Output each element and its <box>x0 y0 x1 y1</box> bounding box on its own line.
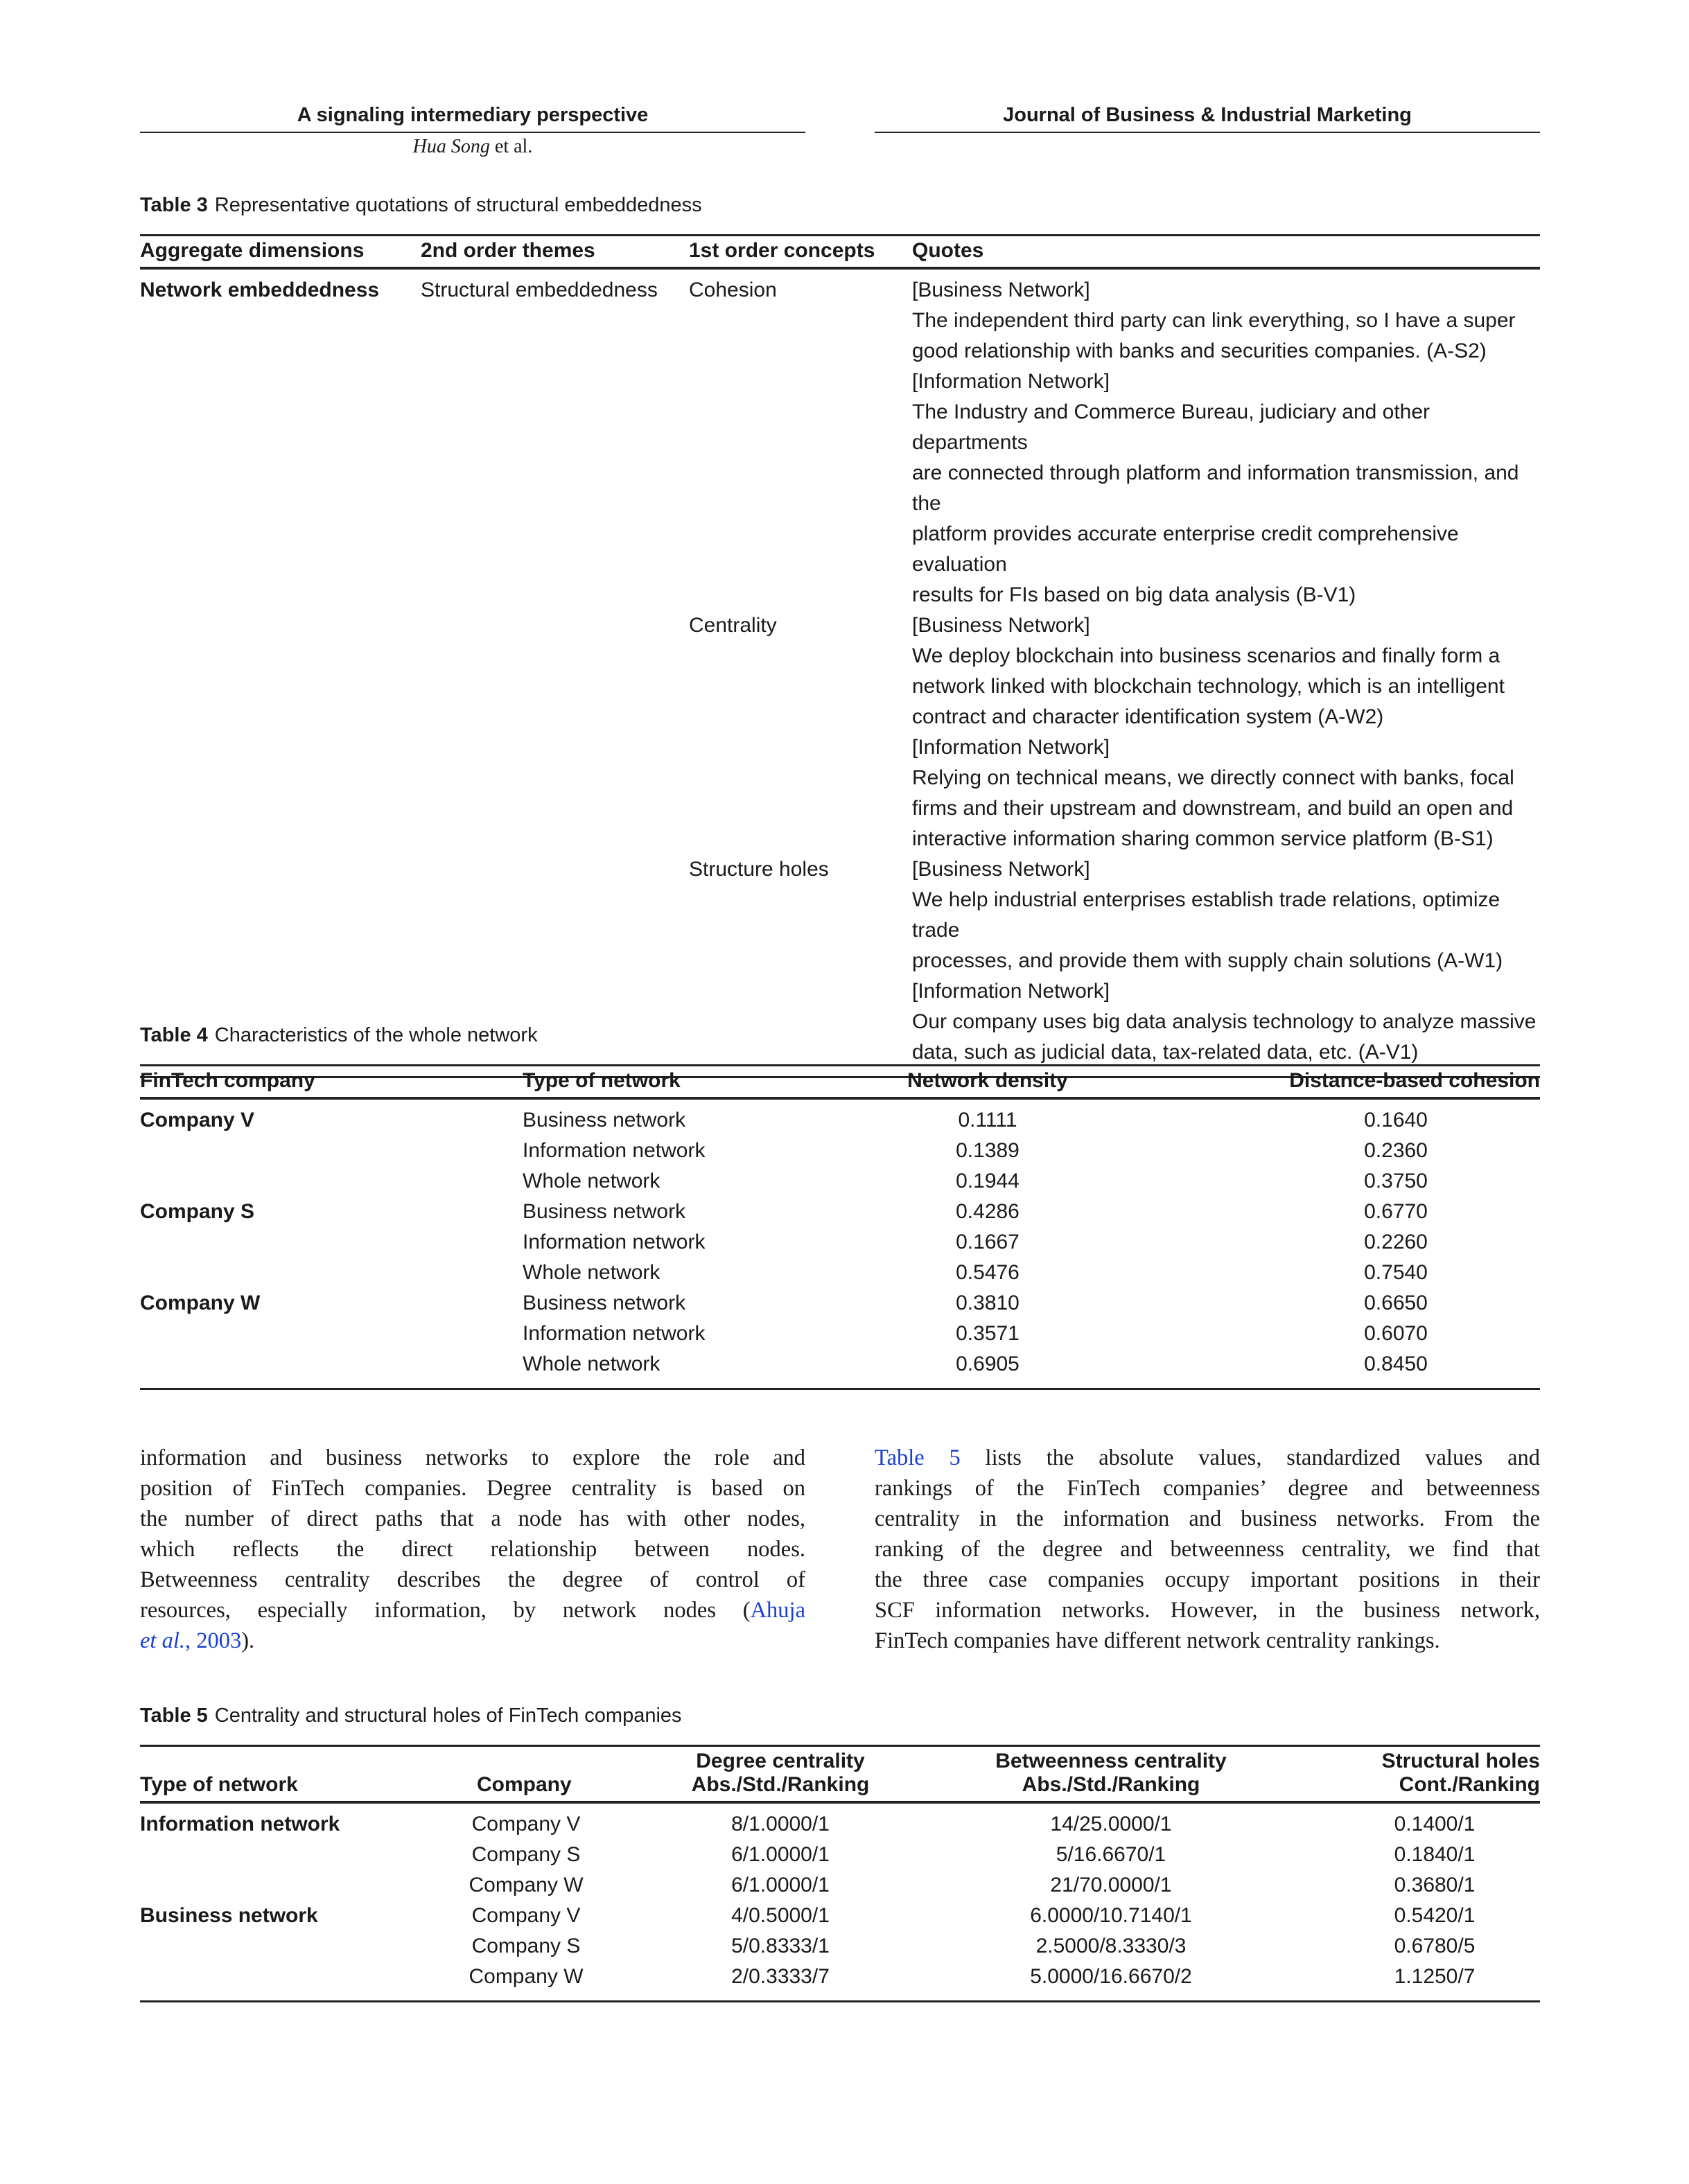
table3-col-header: Aggregate dimensions <box>140 236 421 269</box>
structural-holes: 0.6780/5 <box>1394 1935 1476 1957</box>
quote-line: results for FIs based on big data analysis (B-V1) <box>912 583 1356 606</box>
network-type: Business network <box>523 1292 686 1314</box>
header-line: Betweenness centrality <box>995 1750 1227 1772</box>
network-type: Information network <box>523 1231 706 1253</box>
table3-caption <box>140 194 702 217</box>
table4-caption-text: Characteristics of the whole network <box>214 1024 538 1046</box>
table5-header-row <box>140 1746 1540 1803</box>
company-name: Company S <box>471 1935 581 1957</box>
quote-line: processes, and provide them with supply chain solutions (A-W1) <box>912 949 1503 972</box>
citation-link-etal[interactable]: et al. <box>140 1628 185 1653</box>
table5-caption-text: Centrality and structural holes of FinTech companies <box>214 1705 682 1727</box>
distance-cohesion: 0.8450 <box>1162 1349 1540 1389</box>
table3-label: Table 3 <box>140 194 208 216</box>
quote-line: contract and character identification system (A-W2) <box>912 705 1384 728</box>
text-line: the number of direct paths that a node has with other nodes, <box>140 1506 805 1531</box>
text-line: position of FinTech companies. Degree centrality is based on <box>140 1476 805 1501</box>
network-type: Business network <box>523 1200 686 1223</box>
header-line: Abs./Std./Ranking <box>1022 1773 1200 1796</box>
table4-caption <box>140 1024 538 1047</box>
degree-centrality: 4/0.5000/1 <box>731 1904 830 1927</box>
quote-line: good relationship with banks and securities companies. (A-S2) <box>912 340 1487 362</box>
quote-line: [Information Network] <box>912 980 1110 1003</box>
table-row <box>140 1870 1540 1901</box>
table5-col-header <box>1274 1746 1540 1803</box>
author-suffix: et al. <box>489 136 533 157</box>
table-row <box>140 1166 1540 1197</box>
running-header-left <box>140 101 805 133</box>
distance-cohesion: 0.2260 <box>1364 1231 1428 1253</box>
table5-caption <box>140 1705 682 1727</box>
betweenness-centrality: 21/70.0000/1 <box>1050 1874 1172 1896</box>
degree-centrality: 6/1.0000/1 <box>731 1874 830 1896</box>
text-line: the three case companies occupy important positions in their <box>875 1567 1540 1592</box>
table5-col-header: Company <box>439 1746 613 1803</box>
quote-line: [Business Network] <box>912 858 1090 881</box>
text-line: information and business networks to explore the role and <box>140 1445 805 1470</box>
quote-line: platform provides accurate enterprise credit comprehensive evaluation <box>912 522 1459 576</box>
degree-centrality: 5/0.8333/1 <box>731 1935 830 1957</box>
text-line: SCF information networks. However, in the business network, <box>875 1598 1540 1623</box>
degree-centrality: 6/1.0000/1 <box>731 1843 830 1866</box>
quote-cell <box>912 610 1540 854</box>
table-row <box>140 1227 1540 1258</box>
network-type: Whole network <box>523 1349 814 1389</box>
betweenness-centrality: 6.0000/10.7140/1 <box>1030 1904 1192 1927</box>
table4-header-row <box>140 1066 1540 1099</box>
distance-cohesion: 0.7540 <box>1364 1261 1428 1284</box>
quote-line: Relying on technical means, we directly connect with banks, focal <box>912 766 1514 789</box>
network-type: Whole network <box>523 1261 660 1284</box>
author-line <box>140 136 805 158</box>
table-row <box>140 1349 1540 1389</box>
table5-col-header: Type of network <box>140 1746 439 1803</box>
network-density: 0.5476 <box>956 1261 1019 1284</box>
company-name: Company W <box>439 1962 613 2002</box>
company-name: Company W <box>469 1874 584 1896</box>
journal-title: Journal of Business & Industrial Marketing <box>1003 104 1412 126</box>
running-header-right <box>875 101 1540 133</box>
network-density: 0.3571 <box>956 1322 1019 1345</box>
quote-cell <box>912 268 1540 610</box>
quote-line: interactive information sharing common service platform (B-S1) <box>912 827 1494 850</box>
table5 <box>140 1745 1540 2002</box>
order-theme: Structural embeddedness <box>421 279 658 301</box>
quote-line: We deploy blockchain into business scenarios and finally form a <box>912 644 1500 667</box>
company-name: Company W <box>140 1292 261 1314</box>
quote-line: The Industry and Commerce Bureau, judiciary and other departments <box>912 400 1430 454</box>
table5-label: Table 5 <box>140 1705 208 1727</box>
table-row <box>140 1901 1540 1931</box>
betweenness-centrality: 5.0000/16.6670/2 <box>948 1962 1274 2002</box>
network-type: Whole network <box>523 1170 660 1192</box>
quote-line: are connected through platform and information transmission, and the <box>912 461 1519 515</box>
text-line: ranking of the degree and betweenness centrality, we find that <box>875 1537 1540 1562</box>
distance-cohesion: 0.6770 <box>1364 1200 1428 1223</box>
header-line: Cont./Ranking <box>1399 1773 1540 1796</box>
header-line: Abs./Std./Ranking <box>691 1773 870 1796</box>
table3-col-header: 2nd order themes <box>421 236 689 269</box>
text-line: centrality in the information and business networks. From the <box>875 1506 1540 1531</box>
quote-line: firms and their upstream and downstream, and build an open and <box>912 797 1514 820</box>
company-name: Company V <box>471 1904 581 1927</box>
table-row <box>140 1931 1540 1962</box>
body-text-right <box>875 1443 1540 1656</box>
citation-link-ahuja[interactable]: Ahuja <box>750 1598 805 1623</box>
table4-label: Table 4 <box>140 1024 208 1046</box>
table5-col-header <box>948 1746 1274 1803</box>
text-fragment: lists the absolute values, standardized values and <box>960 1445 1540 1470</box>
structural-holes: 0.3680/1 <box>1394 1874 1476 1896</box>
quote-line: The independent third party can link everything, so I have a super <box>912 309 1516 332</box>
text-line: FinTech companies have different network centrality rankings. <box>875 1628 1440 1653</box>
network-type: Business network <box>523 1109 686 1131</box>
table-row <box>140 1197 1540 1227</box>
quote-line: Our company uses big data analysis technology to analyze massive <box>912 1010 1537 1033</box>
quote-line: [Information Network] <box>912 370 1110 393</box>
network-type: Business network <box>140 1904 318 1927</box>
table-row <box>140 268 1540 610</box>
network-type: Information network <box>523 1322 706 1345</box>
structural-holes: 0.5420/1 <box>1394 1904 1476 1927</box>
running-title: A signaling intermediary perspective <box>297 104 649 126</box>
network-density: 0.6905 <box>814 1349 1162 1389</box>
structural-holes: 1.1250/7 <box>1274 1962 1540 2002</box>
table-row <box>140 1098 1540 1136</box>
structural-holes: 0.1400/1 <box>1394 1813 1476 1835</box>
network-density: 0.1667 <box>956 1231 1019 1253</box>
header-line: Degree centrality <box>696 1750 865 1772</box>
text-fragment: resources, especially information, by network nodes ( <box>140 1598 751 1623</box>
order-concept: Cohesion <box>689 279 777 301</box>
table5-ref-link[interactable]: Table 5 <box>875 1445 961 1470</box>
text-line: rankings of the FinTech companies’ degree and betweenness <box>875 1476 1540 1501</box>
table-row <box>140 1288 1540 1319</box>
quote-line: [Business Network] <box>912 614 1090 637</box>
table4 <box>140 1064 1540 1390</box>
network-density: 0.1944 <box>956 1170 1019 1192</box>
table-row <box>140 1319 1540 1349</box>
table3-header-row <box>140 236 1540 269</box>
network-type: Information network <box>140 1813 340 1835</box>
quote-line: [Information Network] <box>912 736 1110 759</box>
network-density: 0.4286 <box>956 1200 1019 1223</box>
text-line <box>140 1626 805 1656</box>
order-concept: Structure holes <box>689 854 912 1077</box>
author-name: Hua Song <box>412 136 490 157</box>
table4-col-header: Distance-based cohesion <box>1162 1066 1540 1099</box>
betweenness-centrality: 5/16.6670/1 <box>1056 1843 1166 1866</box>
table-row <box>140 1962 1540 2002</box>
table-row <box>140 1136 1540 1166</box>
network-density: 0.1389 <box>956 1139 1019 1162</box>
table4-col-header: Network density <box>814 1066 1162 1099</box>
betweenness-centrality: 2.5000/8.3330/3 <box>1035 1935 1187 1957</box>
network-density: 0.1111 <box>958 1109 1017 1131</box>
table3-caption-text: Representative quotations of structural embeddedness <box>214 194 702 216</box>
company-name: Company V <box>471 1813 581 1835</box>
table5-col-header <box>613 1746 948 1803</box>
quote-line: We help industrial enterprises establish trade relations, optimize trade <box>912 888 1500 942</box>
table4-col-header: FinTech company <box>140 1066 523 1099</box>
table-row <box>140 610 1540 854</box>
quote-line: data, such as judicial data, tax-related data, etc. (A-V1) <box>912 1041 1419 1064</box>
network-density: 0.3810 <box>956 1292 1019 1314</box>
distance-cohesion: 0.3750 <box>1364 1170 1428 1192</box>
quote-cell <box>912 854 1540 1077</box>
degree-centrality: 2/0.3333/7 <box>613 1962 948 2002</box>
company-name: Company V <box>140 1109 255 1131</box>
network-type: Information network <box>523 1139 706 1162</box>
body-text-left <box>140 1443 805 1656</box>
quote-line: [Business Network] <box>912 279 1090 301</box>
table3-col-header: 1st order concepts <box>689 236 912 269</box>
aggregate-dimension: Network embeddedness <box>140 279 380 301</box>
table4-col-header: Type of network <box>523 1066 814 1099</box>
text-fragment: ). <box>241 1628 255 1653</box>
text-line: Betweenness centrality describes the degree of control of <box>140 1567 805 1592</box>
text-line <box>140 1595 805 1626</box>
text-line: which reflects the direct relationship between nodes. <box>140 1537 805 1562</box>
company-name: Company S <box>471 1843 581 1866</box>
text-line <box>875 1443 1540 1473</box>
table-row <box>140 1802 1540 1840</box>
order-concept: Centrality <box>689 614 777 637</box>
degree-centrality: 8/1.0000/1 <box>731 1813 830 1835</box>
table3 <box>140 234 1540 1078</box>
distance-cohesion: 0.1640 <box>1364 1109 1428 1131</box>
betweenness-centrality: 14/25.0000/1 <box>1050 1813 1172 1835</box>
distance-cohesion: 0.2360 <box>1364 1139 1428 1162</box>
distance-cohesion: 0.6650 <box>1364 1292 1428 1314</box>
header-line: Structural holes <box>1381 1750 1540 1772</box>
structural-holes: 0.1840/1 <box>1394 1843 1476 1866</box>
table-row <box>140 1258 1540 1288</box>
company-name: Company S <box>140 1200 255 1223</box>
table3-col-header: Quotes <box>912 236 1540 269</box>
citation-link-year[interactable]: , 2003 <box>184 1628 242 1653</box>
quote-line: network linked with blockchain technology, which is an intelligent <box>912 675 1505 698</box>
table-row <box>140 1840 1540 1870</box>
distance-cohesion: 0.6070 <box>1364 1322 1428 1345</box>
